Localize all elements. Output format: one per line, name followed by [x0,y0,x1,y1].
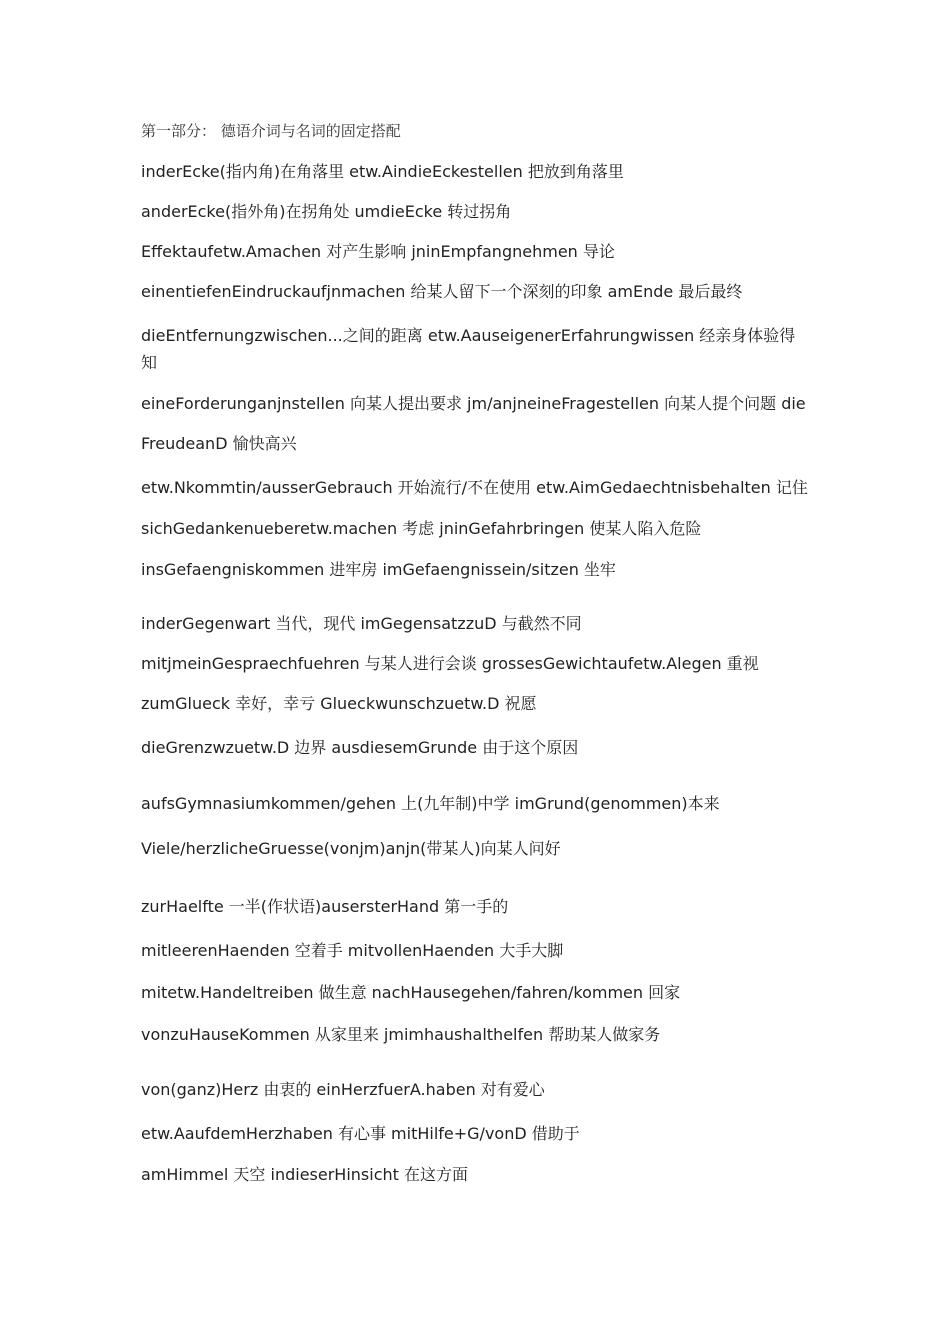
text-line-4: einentiefenEindruckaufjnmachen 给某人留下一个深刻的印象 amEnde 最后最终 [141,282,743,301]
section-title: 第一部分： 德语介词与名词的固定搭配 [141,122,401,140]
text-line-3: Effektaufetw.Amachen 对产生影响 jninEmpfangnehmen 导论 [141,242,615,261]
text-line-14: aufsGymnasiumkommen/gehen 上(九年制)中学 imGrund(genommen)本来 [141,794,720,813]
text-line-18: mitetw.Handeltreiben 做生意 nachHausegehen/fahren/kommen 回家 [141,983,681,1002]
text-line-10: inderGegenwart 当代，现代 imGegensatzzuD 与截然不同 [141,614,582,633]
text-line-22: amHimmel 天空 indieserHinsicht 在这方面 [141,1165,468,1184]
text-line-19: vonzuHauseKommen 从家里来 jmimhaushalthelfen 帮助某人做家务 [141,1025,661,1044]
text-line-12: zumGlueck 幸好，幸亏 Glueckwunschzuetw.D 祝愿 [141,694,537,713]
text-line-2: anderEcke(指外角)在拐角处 umdieEcke 转过拐角 [141,202,512,221]
text-line-13: dieGrenzwzuetw.D 边界 ausdiesemGrunde 由于这个原因 [141,738,579,757]
text-line-17: mitleerenHaenden 空着手 mitvollenHaenden 大手大脚 [141,941,564,960]
text-line-15: Viele/herzlicheGruesse(vonjm)anjn(带某人)向某人问好 [141,839,561,858]
text-line-8: sichGedankenueberetw.machen 考虑 jninGefahrbringen 使某人陷入危险 [141,519,702,538]
text-line-11: mitjmeinGespraechfuehren 与某人进行会谈 grossesGewichtaufetw.Alegen 重视 [141,654,759,673]
text-line-5: dieEntfernungzwischen...之间的距离 etw.AauseigenerErfahrungwissen 经亲身体验得知 [141,326,796,372]
text-line-6: eineForderunganjnstellen 向某人提出要求 jm/anjneineFragestellen 向某人提个问题 dieFreudeanD 愉快高兴 [141,394,806,453]
text-line-21: etw.AaufdemHerzhaben 有心事 mitHilfe+G/vonD 借助于 [141,1124,580,1143]
text-line-16: zurHaelfte 一半(作状语)ausersterHand 第一手的 [141,897,509,916]
text-line-7: etw.Nkommtin/ausserGebrauch 开始流行/不在使用 etw.AimGedaechtnisbehalten 记住 [141,478,808,497]
document-body [141,118,811,1188]
text-line-9: insGefaengniskommen 进牢房 imGefaengnissein/sitzen 坐牢 [141,560,616,579]
text-line-20: von(ganz)Herz 由衷的 einHerzfuerA.haben 对有爱心 [141,1080,545,1099]
text-line-1: inderEcke(指内角)在角落里 etw.AindieEckestellen 把放到角落里 [141,162,624,181]
